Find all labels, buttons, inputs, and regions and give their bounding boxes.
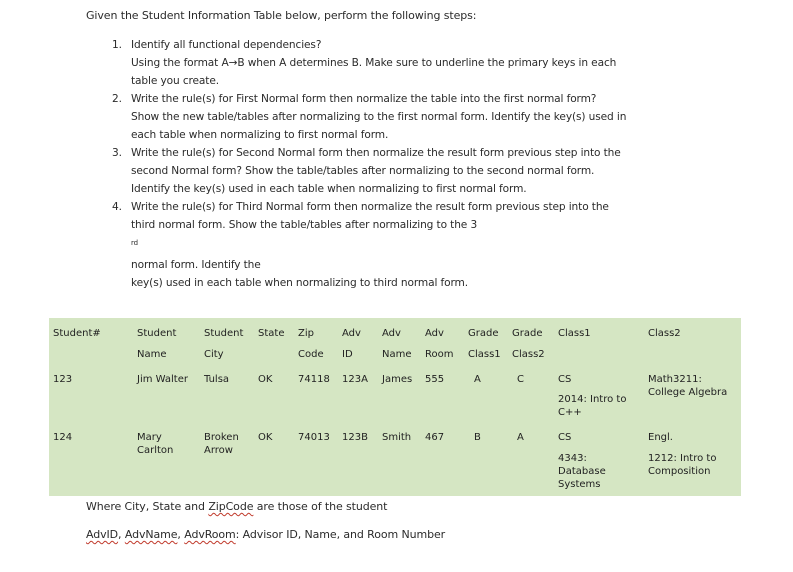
class1-cell: CS 4343: Database Systems — [558, 432, 606, 490]
header-class1: Class1 — [558, 328, 591, 339]
step-item — [112, 36, 672, 90]
header-student-name: Student Name — [137, 328, 177, 360]
step-line: Identify all functional dependencies? — [131, 39, 322, 51]
step-item — [112, 198, 672, 292]
spellcheck-word: AdvID — [86, 528, 119, 541]
student-name-cell: Mary Carlton — [137, 432, 174, 456]
step-line: Write the rule(s) for Third Normal form then normalize the result form previous step into the — [131, 201, 609, 213]
step-item — [112, 90, 672, 144]
spellcheck-word: AdvRoom — [184, 528, 236, 541]
step-line: Write the rule(s) for Second Normal form then normalize the result form previous step into the — [131, 147, 621, 159]
step-number: 1. — [112, 39, 122, 51]
header-state: State — [258, 328, 285, 339]
student-information-table — [49, 318, 741, 496]
step-number: 4. — [112, 201, 122, 213]
class1-cell: CS 2014: Intro to C++ — [558, 374, 627, 418]
step-line: each table when normalizing to first normal form. — [131, 129, 389, 141]
student-city-cell: Broken Arrow — [204, 432, 239, 456]
state-cell: OK — [258, 374, 273, 385]
student-number-cell: 124 — [53, 432, 73, 443]
header-adv-room: Adv Room — [425, 328, 454, 360]
student-number-cell: 123 — [53, 374, 73, 385]
header-adv-name: Adv Name — [382, 328, 412, 360]
header-adv-id: Adv ID — [342, 328, 361, 360]
adv-name-cell: James — [382, 374, 413, 385]
header-zip-code: Zip Code — [298, 328, 324, 360]
adv-name-cell: Smith — [382, 432, 412, 443]
step-item — [112, 144, 672, 198]
state-cell: OK — [258, 432, 273, 443]
header-student-number: Student# — [53, 328, 101, 339]
intro-text: Given the Student Information Table below, perform the following steps: — [86, 9, 477, 22]
note-line-advisor: AdvID, AdvName, AdvRoom: Advisor ID, Name, and Room Number — [86, 528, 446, 541]
grade-class1-cell: B — [474, 432, 481, 443]
step-line: Write the rule(s) for First Normal form then normalize the table into the first normal form? — [131, 93, 597, 105]
header-student-city: Student City — [204, 328, 244, 360]
grade-class2-cell: C — [517, 374, 524, 385]
zip-cell: 74013 — [298, 432, 330, 443]
zip-cell: 74118 — [298, 374, 330, 385]
adv-room-cell: 555 — [425, 374, 445, 385]
adv-room-cell: 467 — [425, 432, 445, 443]
grade-class2-cell: A — [517, 432, 524, 443]
header-grade-class1: Grade Class1 — [468, 328, 501, 360]
step-line: second Normal form? Show the table/tables after normalizing to the second normal form. — [131, 165, 595, 177]
step-line: Using the format A→B when A determines B. Make sure to underline the primary keys in each — [131, 57, 617, 69]
step-line: table you create. — [131, 75, 219, 87]
step-line: third normal form. Show the table/tables after normalizing to the 3 $^{rd}$ normal form. Identify the — [131, 219, 478, 271]
step-line: Identify the key(s) used in each table when normalizing to first normal form. — [131, 183, 527, 195]
step-line: Show the new table/tables after normalizing to the first normal form. Identify the key(s) used in — [131, 111, 627, 123]
step-line: key(s) used in each table when normalizing to third normal form. — [131, 276, 468, 289]
student-city-cell: Tulsa — [204, 374, 230, 385]
step-number: 2. — [112, 93, 122, 105]
step-number: 3. — [112, 147, 122, 159]
header-grade-class2: Grade Class2 — [512, 328, 545, 360]
adv-id-cell: 123A — [342, 374, 368, 385]
spellcheck-word: ZipCode — [208, 500, 254, 513]
adv-id-cell: 123B — [342, 432, 368, 443]
header-class2: Class2 — [648, 328, 681, 339]
class2-cell: Engl. 1212: Intro to Composition — [648, 432, 717, 477]
student-name-cell: Jim Walter — [137, 374, 188, 385]
note-line-zipcode: Where City, State and ZipCode are those of the student — [86, 500, 388, 513]
class2-cell: Math3211: College Algebra — [648, 374, 728, 398]
spellcheck-word: AdvName — [124, 528, 178, 541]
steps-list — [112, 36, 672, 292]
grade-class1-cell: A — [474, 374, 481, 385]
